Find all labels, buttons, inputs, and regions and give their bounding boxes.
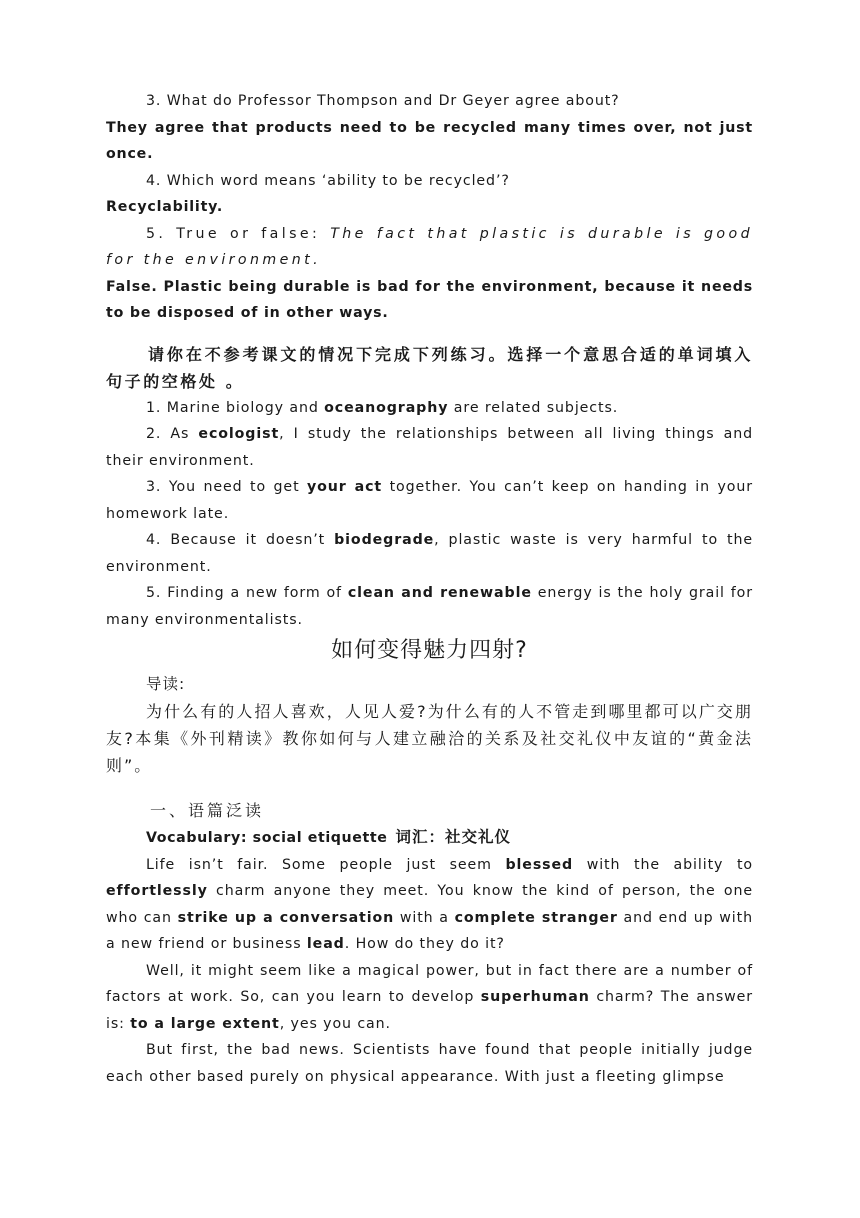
- sentence-5-text-end: energy is the holy grail for many environmentalists.: [106, 585, 753, 628]
- vocab-word: complete stranger: [454, 909, 618, 926]
- section-heading: 一、语篇泛读: [150, 801, 265, 820]
- answer-4: Recyclability.: [106, 199, 224, 215]
- vocabulary-heading-en: Vocabulary: social etiquette: [146, 830, 388, 846]
- exercise-heading: 请你在不参考课文的情况下完成下列练习。选择一个意思合适的单词填入句子的空格处 。: [106, 344, 753, 391]
- paragraph-1-text: charm anyone they meet. You know the kind of person, the one who can: [106, 883, 753, 926]
- article-title: 如何变得魅力四射?: [331, 638, 528, 663]
- paragraph-1-text: . How do they do it?: [344, 936, 505, 952]
- paragraph-2: [106, 958, 753, 1038]
- sentence-5-text: 5. Finding a new form of: [146, 585, 348, 601]
- vocab-word: effortlessly: [106, 883, 208, 899]
- sentence-1-text: 1. Marine biology and: [146, 399, 325, 416]
- paragraph-1: [106, 852, 753, 958]
- sentence-2-text-end: , I study the relationships between all living things and their environment.: [106, 426, 753, 469]
- intro-text: 为什么有的人招人喜欢，人见人爱?为什么有的人不管走到哪里都可以广交朋友?本集《外刊精读》教你如何与人建立融洽的关系及社交礼仪中友谊的“黄金法则”。: [106, 702, 753, 775]
- sentence-4-answer: biodegrade: [334, 532, 435, 548]
- sentence-3: [106, 474, 753, 527]
- paragraph-2-text: Well, it might seem like a magical power, but in fact there are a number of factors at work. So, can you learn to develop: [106, 962, 753, 1005]
- answer-3: They agree that products need to be recycled many times over, not just once.: [106, 119, 753, 162]
- question-5: [106, 221, 753, 274]
- sentence-5-answer: clean and renewable: [347, 585, 532, 601]
- paragraph-1-text: with the ability to: [573, 856, 753, 873]
- sentence-3-text-end: together. You can’t keep on handing in your homework late.: [106, 479, 753, 522]
- sentence-4: [106, 527, 753, 580]
- sentence-3-answer: your act: [307, 479, 383, 495]
- sentence-1-answer: oceanography: [324, 399, 449, 416]
- sentence-1: [106, 395, 753, 422]
- sentence-2: [106, 421, 753, 474]
- document-page: [106, 88, 753, 1090]
- sentence-3-text: 3. You need to get: [146, 479, 308, 495]
- vocab-word: lead: [306, 936, 345, 952]
- question-3: 3. What do Professor Thompson and Dr Geyer agree about?: [146, 93, 620, 109]
- sentence-1-text-end: are related subjects.: [448, 399, 619, 416]
- paragraph-2-text: charm? The answer is:: [106, 989, 754, 1032]
- paragraph-1-text: Life isn’t fair. Some people just seem: [146, 856, 506, 873]
- vocab-word: superhuman: [480, 989, 590, 1005]
- vocab-word: strike up a conversation: [177, 909, 395, 926]
- sentence-4-text: 4. Because it doesn’t: [146, 532, 335, 548]
- intro-label: 导读:: [146, 675, 186, 693]
- question-5-prefix: 5. True or false:: [146, 225, 331, 242]
- paragraph-1-text: with a: [394, 909, 455, 926]
- vocabulary-heading-cn: 词汇：社交礼仪: [395, 828, 511, 846]
- paragraph-3: But first, the bad news. Scientists have found that people initially judge each other based purely on physical appearance. With just a fleeting glimpse: [106, 1042, 753, 1085]
- vocab-word: to a large extent: [130, 1015, 280, 1032]
- question-4: 4. Which word means ‘ability to be recycled’?: [146, 172, 510, 189]
- answer-5: False. Plastic being durable is bad for the environment, because it needs to be disposed of in other ways.: [106, 278, 753, 321]
- paragraph-2-text: , yes you can.: [279, 1015, 391, 1032]
- paragraph-1-text: and end up with a new friend or business: [106, 909, 753, 952]
- vocab-word: blessed: [505, 856, 574, 873]
- vocabulary-heading: [106, 824, 753, 852]
- sentence-4-text-end: , plastic waste is very harmful to the environment.: [106, 532, 753, 575]
- question-5-statement: The fact that plastic is durable is good for the environment.: [106, 225, 753, 268]
- sentence-5: [106, 580, 753, 633]
- sentence-2-answer: ecologist: [198, 426, 280, 442]
- sentence-2-text: 2. As: [146, 426, 199, 442]
